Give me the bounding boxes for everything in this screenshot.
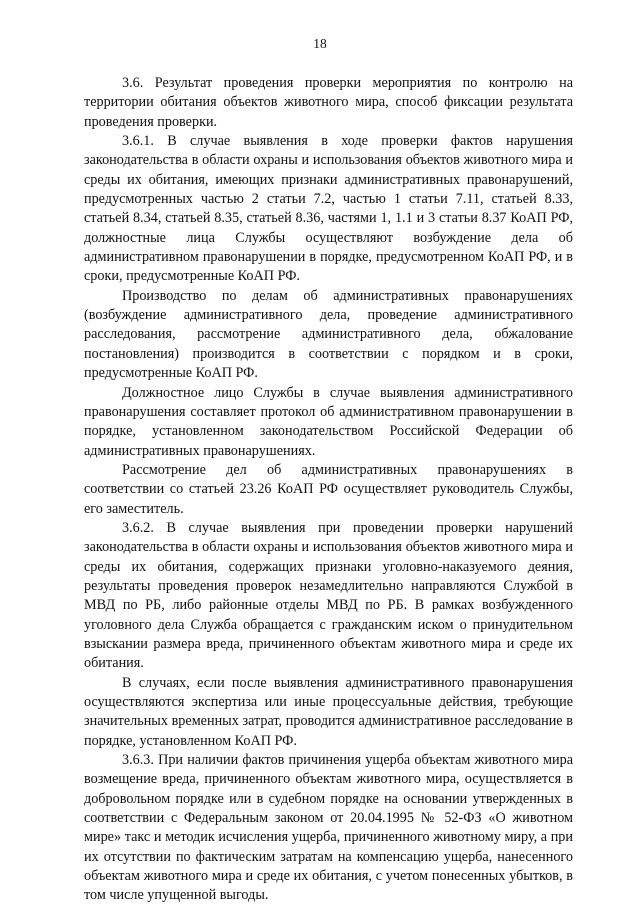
- paragraph-3-6-3: 3.6.3. При наличии фактов причинения ущерба объектам животного мира возмещение вреда, причиненного объектам животного мира, осуществляется в добровольном порядке или в судебном порядке на основании утвержденных в соответствии с Федеральным законом от 20.04.1995 № 52-ФЗ «О животном мире» такс и методик исчисления ущерба, причиненного животному миру, а при их отсутствии по фактическим затратам на компенсацию ущерба, нанесенного объектам животного мира и среде их обитания, с учетом понесенных убытков, в том числе упущенной выгоды.: [84, 752, 573, 904]
- paragraph-case-review: Рассмотрение дел об административных правонарушениях в соответствии со статьей 23.26 КоАП РФ осуществляет руководитель Службы, его заместитель.: [84, 461, 573, 517]
- paragraph-proceedings: Производство по делам об административных правонарушениях (возбуждение административного дела, проведение административного расследования, рассмотрение административного дела, обжалование постановления) производится в соответствии с порядком и в сроки, предусмотренные КоАП РФ.: [84, 287, 573, 382]
- paragraph-protocol: Должностное лицо Службы в случае выявления административного правонарушения составляет протокол об административном правонарушении в порядке, установленном законодательством Российской Федерации об административных правонарушениях.: [84, 384, 573, 459]
- paragraph-3-6: 3.6. Результат проведения проверки мероприятия по контролю на территории обитания объектов животного мира, способ фиксации результата проведения проверки.: [84, 75, 573, 130]
- paragraph-3-6-2: 3.6.2. В случае выявления при проведении проверки нарушений законодательства в области охраны и использования объектов животного мира и среды их обитания, содержащих признаки уголовно-наказуемого деяния, результаты проведения проверок незамедлительно направляются Службой в МВД по РБ, либо районные отделы МВД по РБ. В рамках возбужденного уголовного дела Служба обращается с гражданским иском о принудительном взыскании размера вреда, причиненного объектам животного мира и среде их обитания.: [84, 519, 573, 672]
- page-number: 18: [313, 36, 327, 51]
- paragraph-3-6-1: 3.6.1. В случае выявления в ходе проверки фактов нарушения законодательства в области охраны и использования объектов животного мира и среды их обитания, имеющих признаки административных правонарушений, предусмотренных частью 2 статьи 7.2, частью 1 статьи 7.11, статьей 8.33, статьей 8.34, статьей 8.35, статьей 8.36, частями 1, 1.1 и 3 статьи 8.37 КоАП РФ, должностные лица Службы осуществляют возбуждение дела об административном правонарушении в порядке, предусмотренном КоАП РФ, и в сроки, предусмотренные КоАП РФ.: [84, 133, 573, 285]
- document-body: [84, 74, 573, 906]
- paragraph-investigation: В случаях, если после выявления административного правонарушения осуществляются экспертиза или иные процессуальные действия, требующие значительных временных затрат, проводится административное расследование в порядке, установленном КоАП РФ.: [84, 674, 573, 749]
